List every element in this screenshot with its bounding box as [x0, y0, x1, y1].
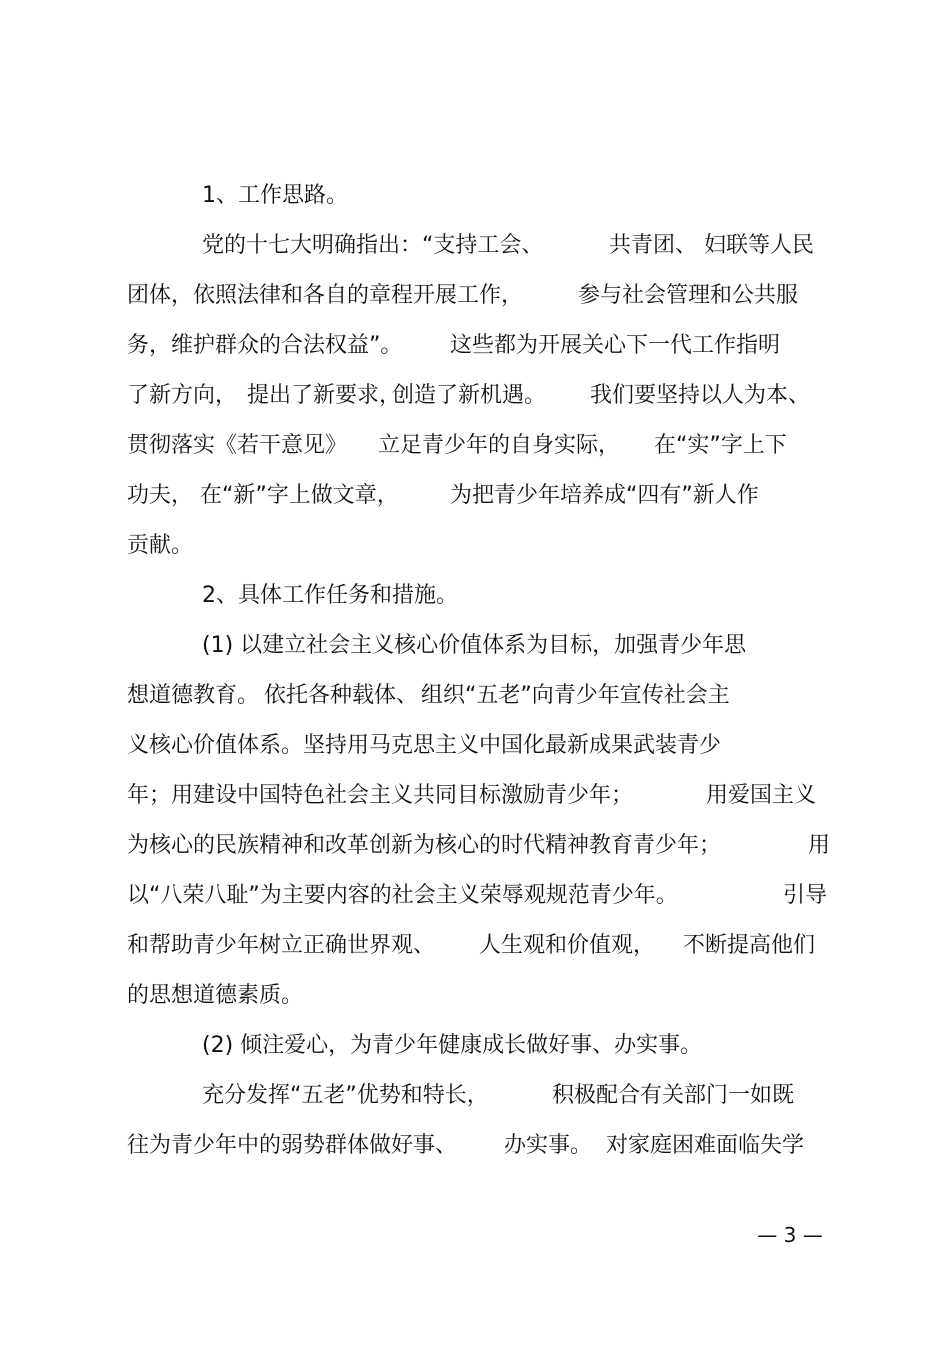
text-segment: 1、工作思路。: [202, 183, 348, 208]
text-line: [0, 626, 950, 666]
text-segment: 参与社会管理和公共服: [578, 283, 799, 308]
text-line: [0, 176, 950, 216]
text-line: [0, 426, 950, 466]
text-segment: 年；用建设中国特色社会主义共同目标激励青少年；: [127, 783, 634, 808]
text-segment: 这些都为开展关心下一代工作指明: [450, 333, 781, 358]
text-segment: 贯彻落实《若干意见》: [127, 433, 348, 458]
text-segment: 为把青少年培养成“四有”新人作: [450, 483, 759, 508]
text-segment: 充分发挥“五老”优势和特长，: [202, 1083, 489, 1108]
text-line: [0, 1076, 950, 1116]
text-segment: 义核心价值体系。坚持用马克思主义中国化最新成果武装青少: [127, 733, 722, 758]
text-line: [0, 476, 950, 516]
text-segment: 人生观和价值观，: [479, 933, 656, 958]
text-segment: 积极配合有关部门一如既: [552, 1083, 795, 1108]
text-segment: 团体，依照法律和各自的章程开展工作，: [127, 283, 524, 308]
text-segment: 的思想道德素质。: [127, 983, 304, 1008]
text-segment: 务，维护群众的合法权益”。: [127, 333, 403, 358]
text-segment: 党的十七大明确指出：“支持工会、: [202, 233, 544, 258]
text-segment: (2) 倾注爱心，为青少年健康成长做好事、办实事。: [202, 1033, 703, 1058]
text-line: [0, 676, 950, 716]
text-segment: 依托各种载体、: [264, 683, 419, 708]
text-segment: 引导: [783, 883, 828, 908]
text-line: [0, 776, 950, 816]
text-segment: 贡献。: [127, 533, 194, 558]
text-segment: 为核心的民族精神和改革创新为核心的时代精神教育青少年；: [127, 833, 722, 858]
text-segment: 立足青少年的自身实际，: [378, 433, 621, 458]
text-line: [0, 326, 950, 366]
text-line: [0, 826, 950, 866]
text-line: [0, 1126, 950, 1166]
text-segment: 我们要坚持以人为本、: [590, 383, 811, 408]
text-segment: 办实事。: [504, 1133, 593, 1158]
text-line: [0, 276, 950, 316]
text-segment: 在“实”字上下: [654, 433, 787, 458]
page-number: — 3 —: [757, 1223, 823, 1247]
text-segment: 创造了新机遇。: [392, 383, 547, 408]
text-segment: 了新方向，: [127, 383, 238, 408]
text-segment: 和帮助青少年树立正确世界观、: [127, 933, 436, 958]
text-segment: 在“新”字上做文章，: [200, 483, 399, 508]
text-segment: 提出了新要求，: [247, 383, 402, 408]
text-line: [0, 876, 950, 916]
text-line: [0, 1026, 950, 1066]
text-line: [0, 226, 950, 266]
text-segment: 想道德教育。: [127, 683, 260, 708]
text-segment: 功夫，: [127, 483, 194, 508]
text-segment: 不断提高他们: [683, 933, 816, 958]
text-line: [0, 726, 950, 766]
text-segment: 以“八荣八耻”为主要内容的社会主义荣辱观规范青少年。: [127, 883, 678, 908]
text-segment: 用爱国主义: [706, 783, 817, 808]
text-segment: 对家庭困难面临失学: [606, 1133, 805, 1158]
text-line: [0, 576, 950, 616]
text-line: [0, 376, 950, 416]
text-segment: 组织“五老”向青少年宣传社会主: [421, 683, 730, 708]
text-segment: (1) 以建立社会主义核心价值体系为目标，加强青少年思: [202, 633, 747, 658]
text-segment: 2、具体工作任务和措施。: [202, 583, 458, 608]
text-line: [0, 526, 950, 566]
text-line: [0, 926, 950, 966]
text-line: [0, 976, 950, 1016]
text-segment: 往为青少年中的弱势群体做好事、: [127, 1133, 458, 1158]
text-segment: 用: [808, 833, 831, 858]
text-segment: 共青团、 妇联等人民: [609, 233, 814, 258]
